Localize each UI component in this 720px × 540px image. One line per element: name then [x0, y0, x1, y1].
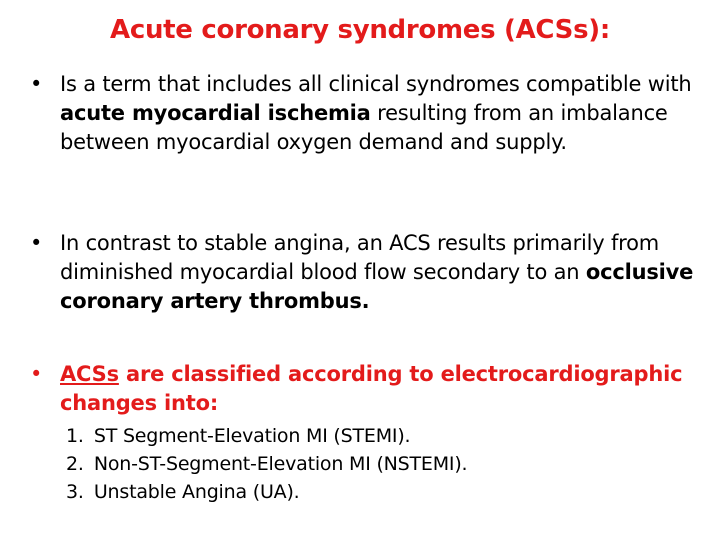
list-number: 3.: [66, 481, 84, 503]
bullet-marker: •: [30, 72, 43, 96]
bullet-text-part: Is a term that includes all clinical syndromes compatible with: [60, 72, 692, 96]
bullet-classification: [30, 360, 700, 418]
bullet-text: [60, 360, 700, 418]
bullet-text-part: resulting from an imbalance between myocardial oxygen demand and supply.: [60, 101, 668, 154]
bullet-emphasis: occlusive coronary artery thrombus.: [60, 260, 694, 313]
list-item-text: Non-ST-Segment-Elevation MI (NSTEMI).: [93, 453, 468, 475]
bullet-text: [60, 229, 700, 316]
list-number: 2.: [66, 453, 84, 475]
bullet-text: [60, 70, 700, 157]
list-item-text: Unstable Angina (UA).: [93, 481, 300, 503]
bullet-text-part: In contrast to stable angina, an ACS results primarily from diminished myocardial blood flow secondary to an: [60, 231, 660, 284]
bullet-marker: •: [30, 362, 43, 386]
list-number: 1.: [66, 425, 84, 447]
list-item: [66, 478, 467, 506]
list-item: [66, 422, 467, 450]
bullet-marker: •: [30, 231, 43, 255]
list-item-text: ST Segment-Elevation MI (STEMI).: [93, 425, 411, 447]
bullet-definition: [30, 70, 700, 157]
list-item: [66, 450, 467, 478]
classification-list: [66, 422, 467, 506]
bullet-emphasis: acute myocardial ischemia: [60, 101, 371, 125]
slide-title: Acute coronary syndromes (ACSs):: [110, 15, 610, 45]
bullet-contrast: [30, 229, 700, 316]
bullet-text-part: are classified according to electrocardiographic changes into:: [60, 362, 683, 415]
bullet-underlined-term: ACSs: [60, 362, 119, 386]
